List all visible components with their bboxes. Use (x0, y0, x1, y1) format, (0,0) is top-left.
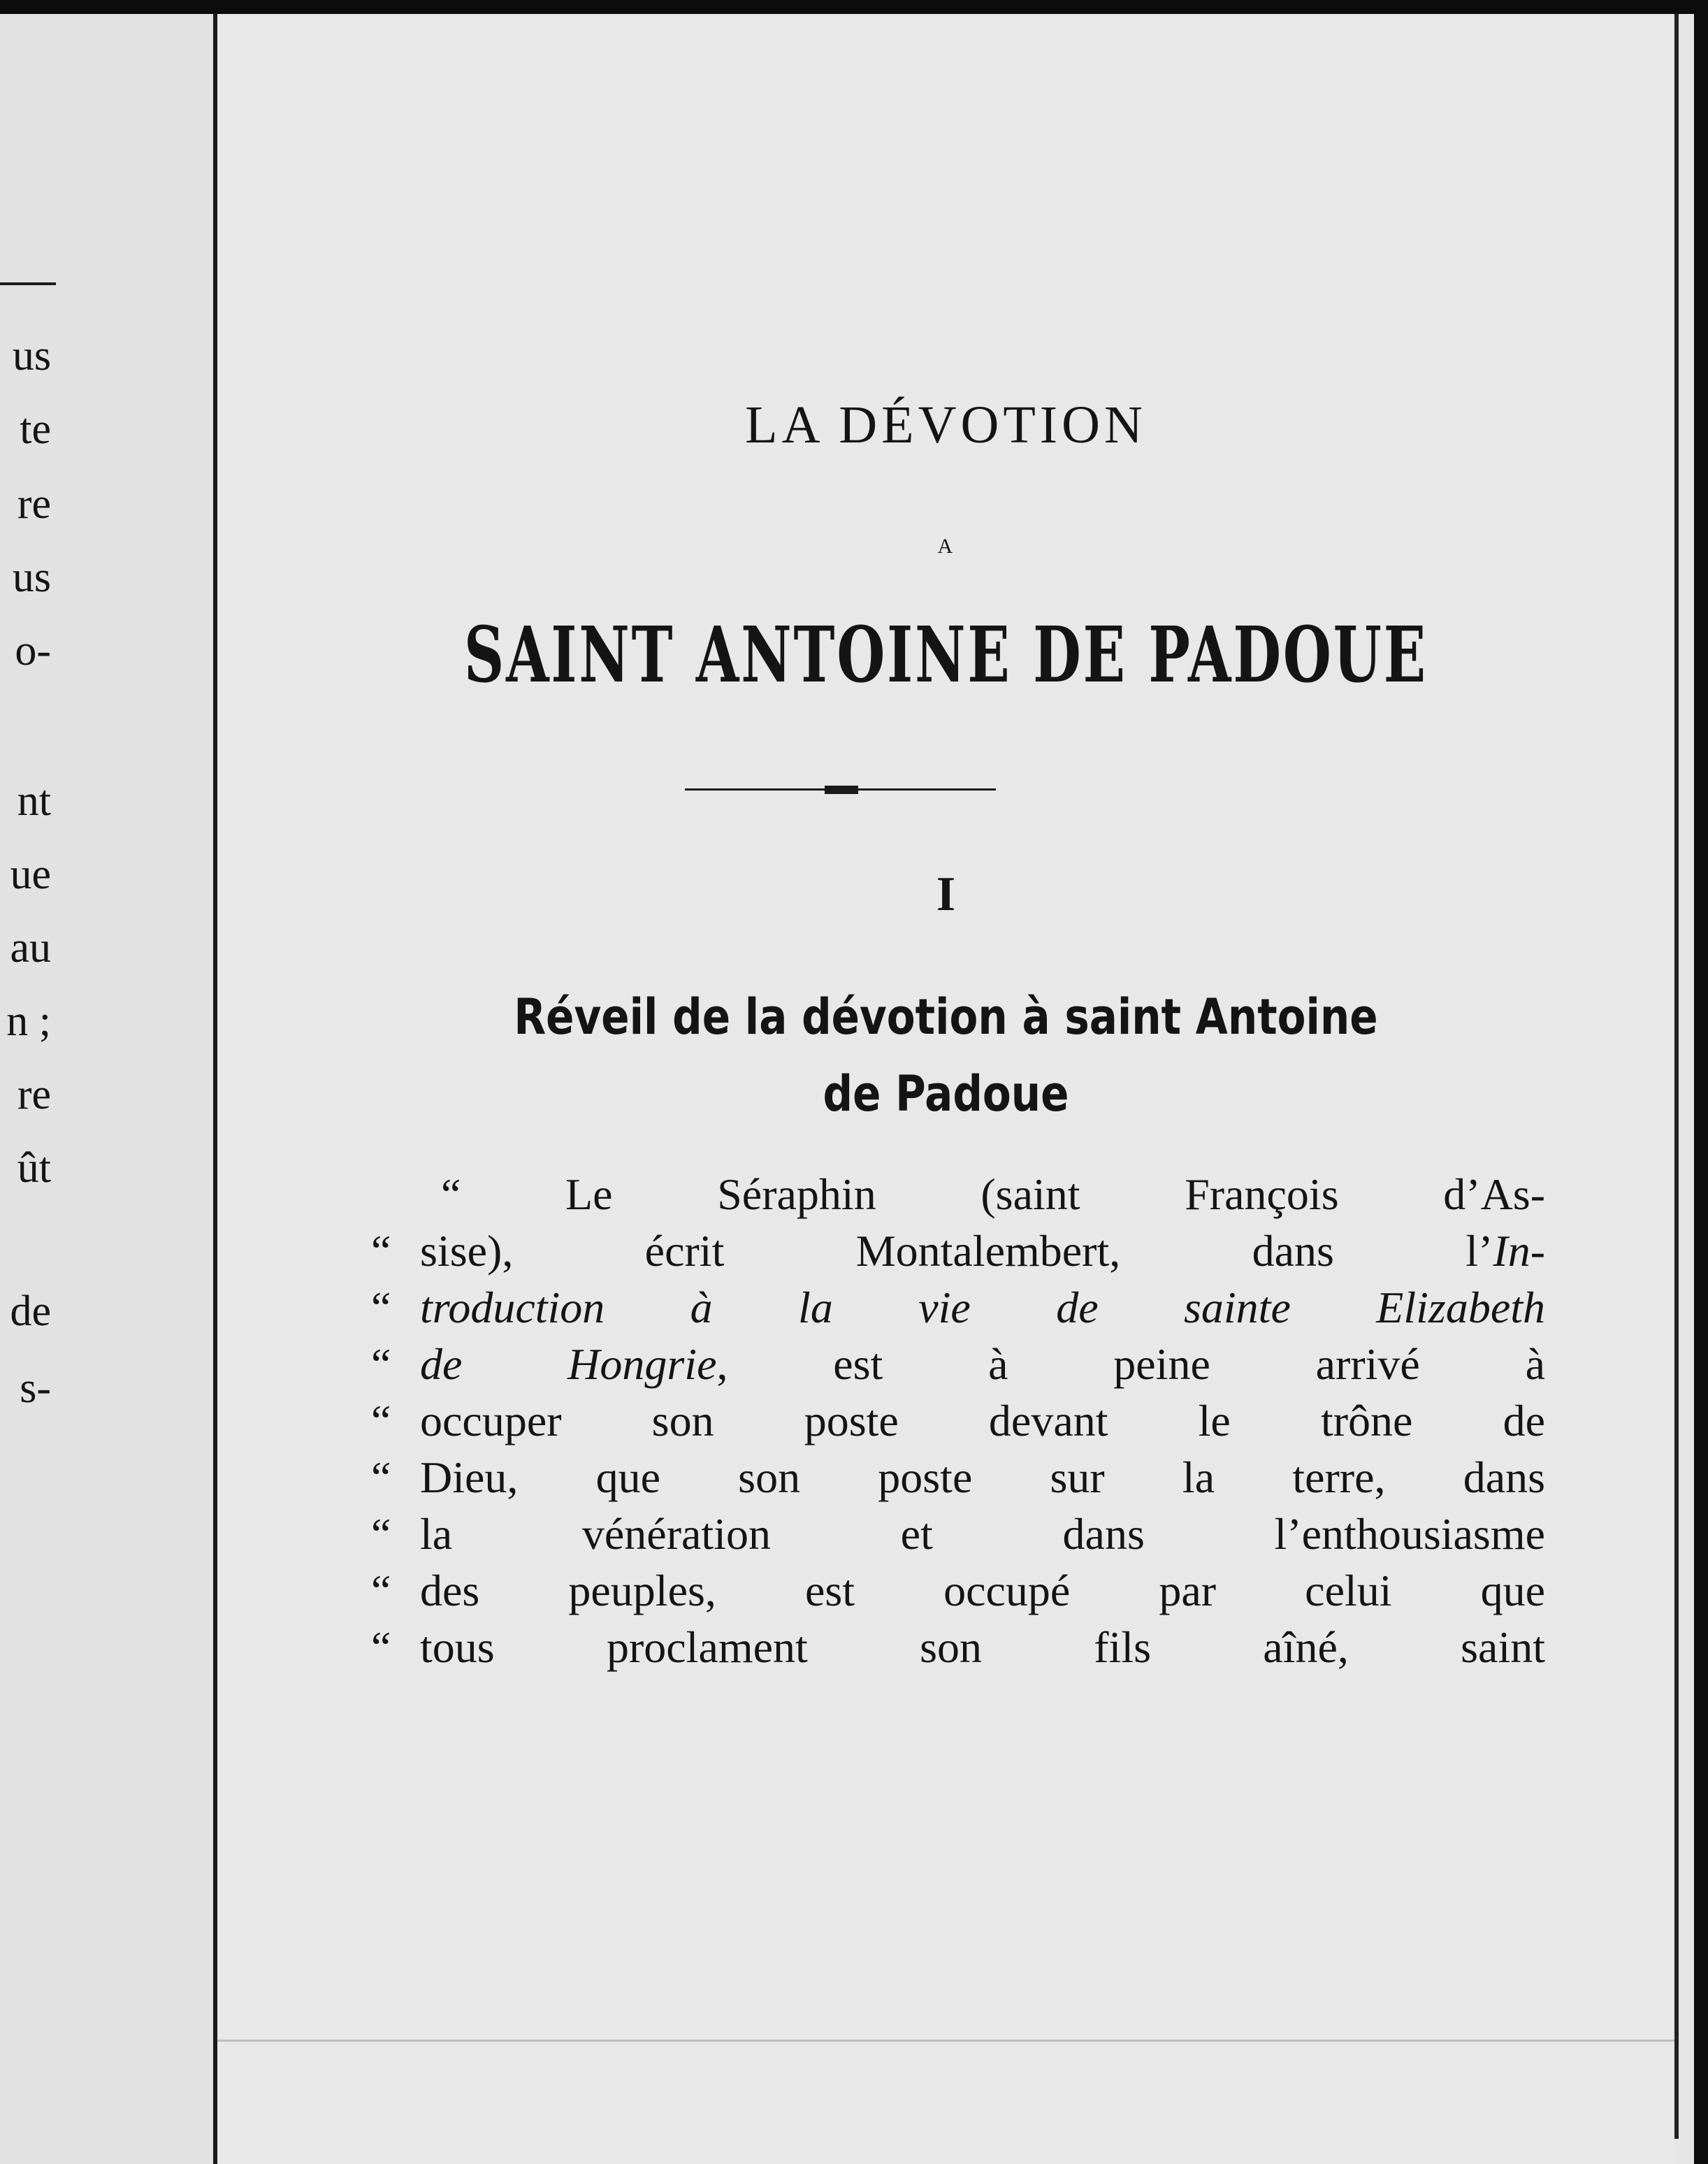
title-line-1: LA DÉVOTION (745, 396, 1147, 454)
body-text: sise), écrit Montalembert, dans l’ (420, 1226, 1493, 1276)
left-fragment: re (17, 480, 51, 528)
quote-mark: “ (371, 1452, 391, 1502)
left-fragment: de (10, 1287, 51, 1335)
body-line-7 (371, 1506, 1545, 1562)
section-heading-line-2: de Padoue (823, 1065, 1069, 1123)
section-heading (326, 979, 1565, 1132)
body-line-8 (371, 1562, 1545, 1619)
left-fragment: ût (17, 1144, 51, 1192)
left-fragment: us (12, 332, 51, 380)
right-edge-line (1674, 14, 1679, 2139)
left-fragment: s- (20, 1364, 51, 1412)
left-fragment: us (12, 554, 51, 601)
body-line-1: “ Le Séraphin (saint François d’As- (441, 1169, 1545, 1219)
left-fragment: n ; (6, 997, 51, 1045)
body-text: , est à peine arrivé à (716, 1339, 1546, 1389)
title-connector: A (937, 535, 955, 558)
body-paragraph (371, 1166, 1545, 1675)
quote-mark: “ (371, 1396, 391, 1445)
body-text: la vénération et dans l’enthousiasme (420, 1509, 1545, 1559)
body-text: Dieu, que son poste sur la terre, dans (420, 1452, 1545, 1502)
left-page-rule (0, 282, 56, 285)
left-fragment: au (10, 924, 51, 972)
body-text: occuper son poste devant le trône de (420, 1396, 1545, 1445)
quote-mark: “ (371, 1509, 391, 1559)
left-fragment: re (17, 1071, 51, 1118)
page-bottom-edge (217, 2040, 1674, 2042)
body-line-4 (371, 1336, 1545, 1392)
body-line-6 (371, 1449, 1545, 1506)
body-italic-text: troduction à la vie de sainte Elizabeth (420, 1283, 1545, 1332)
left-fragment: ue (10, 851, 51, 898)
left-fragment: nt (17, 777, 51, 825)
body-line-3 (371, 1279, 1545, 1336)
body-text: des peuples, est occupé par celui que (420, 1566, 1545, 1615)
body-italic-text: In- (1493, 1226, 1545, 1276)
left-fragment: te (20, 405, 51, 453)
body-line-9 (371, 1619, 1545, 1675)
body-text: tous proclament son fils aîné, saint (420, 1622, 1545, 1672)
quote-mark: “ (371, 1226, 391, 1276)
quote-mark: “ (371, 1339, 391, 1389)
left-fragment: o- (15, 627, 51, 675)
section-heading-line-1: Réveil de la dévotion à saint Antoine (514, 988, 1378, 1046)
ornament-mark (825, 786, 858, 794)
scan-top-border (0, 0, 1708, 14)
quote-mark: “ (371, 1566, 391, 1615)
title-line-2: SAINT ANTOINE DE PADOUE (464, 609, 1428, 700)
body-line-5 (371, 1392, 1545, 1449)
left-page (0, 0, 213, 2164)
quote-mark: “ (371, 1283, 391, 1332)
quote-mark: “ (371, 1622, 391, 1672)
body-italic-text: de Hongrie (420, 1339, 717, 1389)
right-page (217, 14, 1674, 2164)
scan-right-border (1694, 0, 1708, 2164)
body-line-2 (371, 1222, 1545, 1279)
section-number: I (936, 867, 956, 921)
